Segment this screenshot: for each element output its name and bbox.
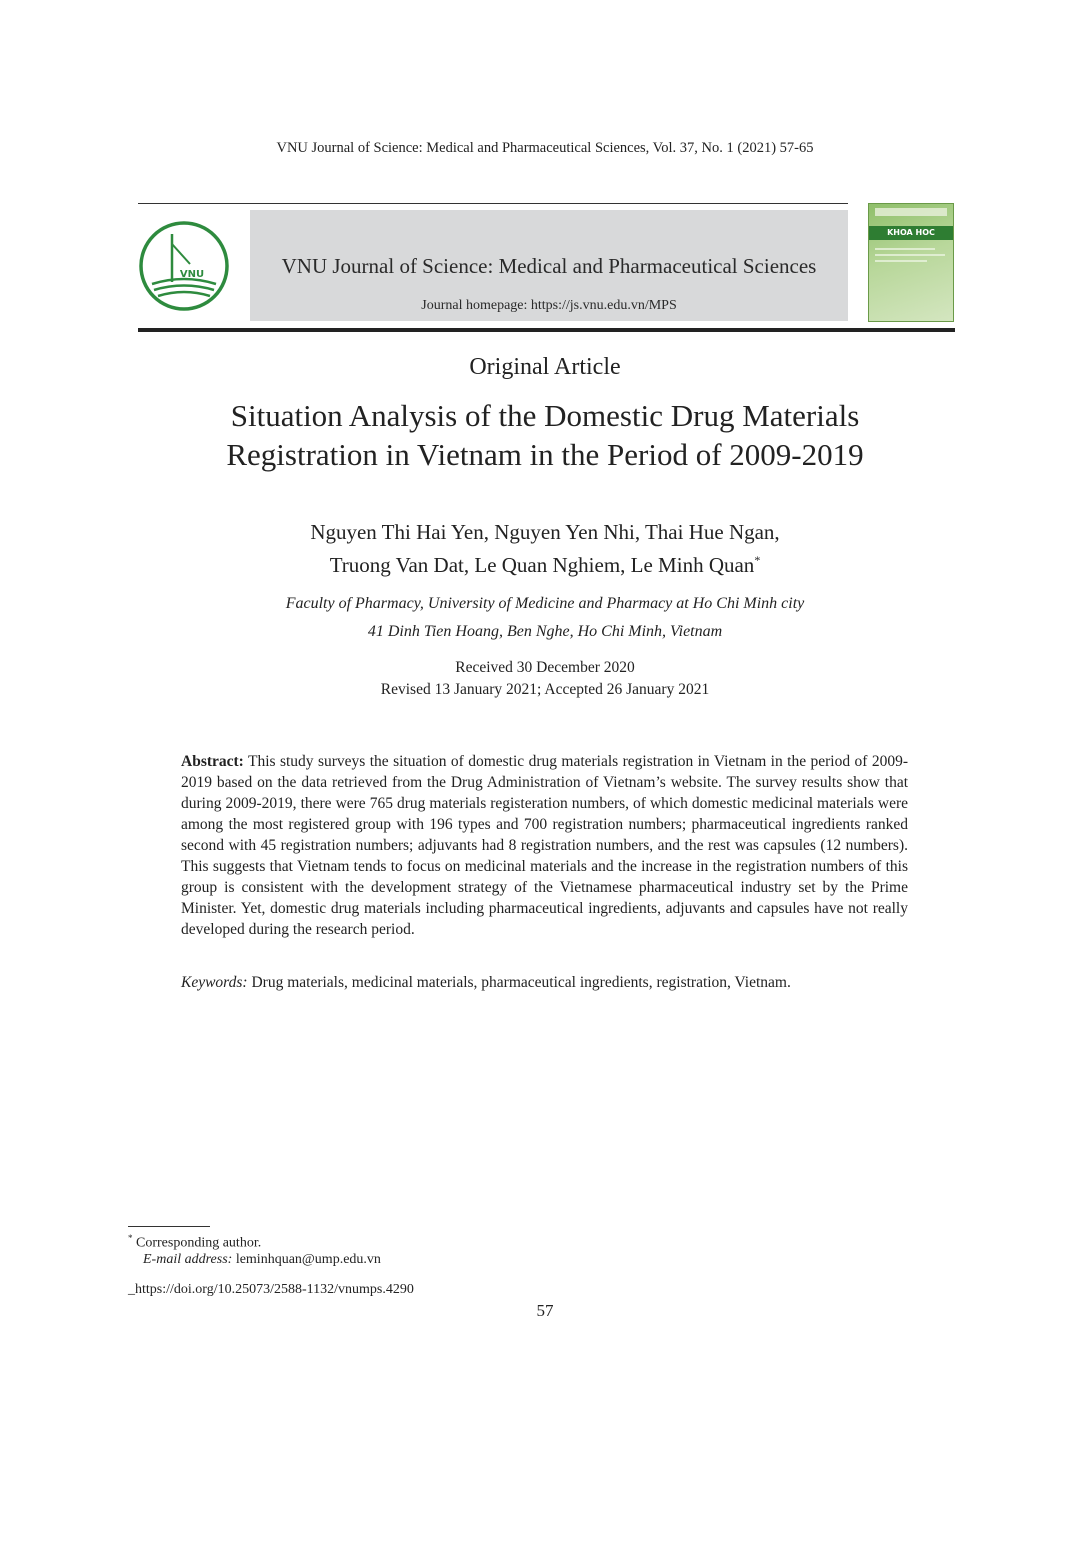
cover-decor-line: [875, 260, 927, 262]
footnote-email: [143, 1252, 381, 1268]
vnu-logo: [138, 220, 230, 312]
email-label: E-mail address:: [143, 1252, 233, 1267]
authors-line: Truong Van Dat, Le Quan Nghiem, Le Minh Quan: [329, 553, 755, 577]
authors-line: Nguyen Thi Hai Yen, Nguyen Yen Nhi, Thai Hue Ngan,: [310, 520, 780, 544]
banner-bottom-rule: [138, 328, 955, 332]
page-number: 57: [536, 1301, 554, 1320]
doi-link[interactable]: _https://doi.org/10.25073/2588-1132/vnumps.4290: [128, 1282, 414, 1297]
journal-cover-image: [868, 203, 954, 322]
cover-decor-line: [875, 248, 935, 250]
article-type: Original Article: [469, 354, 621, 380]
affiliation-line: 41 Dinh Tien Hoang, Ben Nghe, Ho Chi Minh, Vietnam: [367, 623, 723, 640]
email-address[interactable]: leminhquan@ump.edu.vn: [235, 1252, 381, 1267]
title-line: Situation Analysis of the Domestic Drug Materials: [230, 398, 860, 433]
cover-label: KHOA HOC: [869, 226, 953, 240]
banner-journal-name: VNU Journal of Science: Medical and Pharmaceutical Sciences: [281, 254, 817, 278]
logo-text: VNU: [179, 269, 205, 280]
corresponding-mark: *: [754, 553, 761, 567]
banner-homepage: Journal homepage: https://js.vnu.edu.vn/MPS: [421, 298, 677, 313]
cover-header-strip: [875, 208, 947, 216]
footnote-corresponding: [128, 1233, 261, 1252]
author-list: [0, 518, 1090, 579]
footnote-rule: [128, 1226, 210, 1227]
title-line: Registration in Vietnam in the Period of 2009-2019: [226, 437, 864, 472]
affiliation-line: Faculty of Pharmacy, University of Medicine and Pharmacy at Ho Chi Minh city: [285, 595, 805, 612]
abstract-text: This study surveys the situation of domestic drug materials registration in Vietnam in the period of 2009-2019 based on the data retrieved from the Drug Administration of Vietnam’s website. The survey results show that during 2009-2019, there were 765 drug materials registeration numbers, of which domestic medicinal materials were among the most registered group with 196 types and 700 registration numbers; pharmaceutical ingredients ranked second with 45 registration numbers; adjuvants had 8 registration numbers, and the rest was capsules (12 numbers). This suggests that Vietnam tends to focus on medicinal materials and the increase in the registration numbers of this group is consistent with the development strategy of the Vietnamese pharmaceutical industry set by the Prime Minister. Yet, domestic drug materials including pharmaceutical ingredients, adjuvants and capsules have not really developed during the research period.: [181, 753, 908, 938]
abstract-label: Abstract:: [181, 753, 244, 770]
revised-accepted-date: Revised 13 January 2021; Accepted 26 January 2021: [380, 681, 710, 698]
keywords: [181, 972, 908, 993]
authors-line-2: [0, 546, 1090, 579]
article-dates: [0, 657, 1090, 701]
corresponding-text: Corresponding author.: [136, 1235, 262, 1251]
banner-top-rule: [138, 203, 848, 204]
abstract: [181, 751, 908, 940]
journal-banner: [250, 210, 848, 321]
keywords-text: Drug materials, medicinal materials, pharmaceutical ingredients, registration, Vietnam.: [251, 974, 791, 991]
keywords-label: Keywords:: [181, 974, 248, 991]
received-date: Received 30 December 2020: [455, 659, 635, 676]
footnote-mark: *: [128, 1233, 133, 1243]
article-title: [0, 396, 1090, 474]
affiliation: [0, 590, 1090, 646]
cover-decor-line: [875, 254, 945, 256]
running-head: VNU Journal of Science: Medical and Pharmaceutical Sciences, Vol. 37, No. 1 (2021) 57-65: [276, 140, 814, 156]
